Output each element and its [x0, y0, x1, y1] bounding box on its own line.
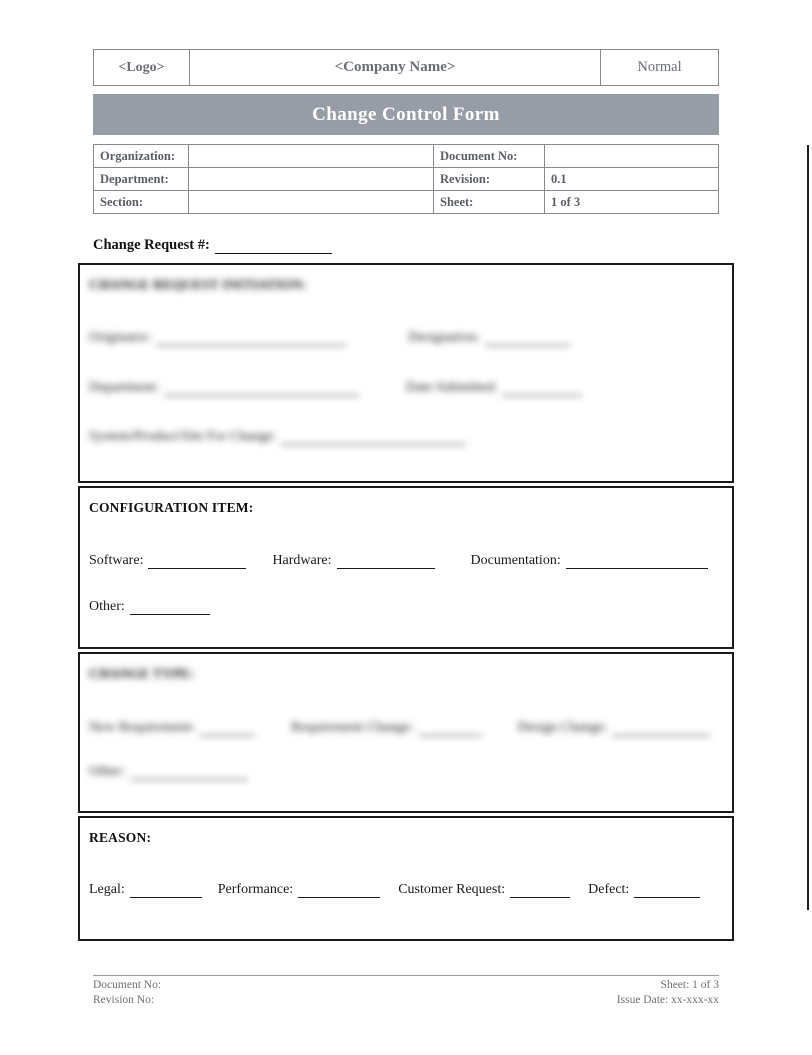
section-label: Section:	[94, 191, 189, 213]
blank-line	[156, 332, 346, 346]
footer-left	[93, 978, 161, 1008]
footer-issue-date: Issue Date: xx-xxx-xx	[616, 994, 719, 1006]
table-row	[94, 168, 718, 191]
form-title: Change Control Form	[312, 103, 500, 125]
field-row	[89, 429, 732, 445]
blank-line	[634, 884, 700, 898]
blank-line	[130, 766, 248, 780]
blank-line	[130, 601, 210, 615]
blank-line	[281, 431, 466, 445]
sheet-label: Sheet:	[434, 191, 545, 213]
blank-line	[130, 884, 202, 898]
footer-sheet: Sheet: 1 of 3	[660, 979, 719, 991]
performance-label: Performance:	[217, 882, 294, 897]
design-change-label: Design Change:	[517, 720, 608, 735]
department-label: Department:	[94, 168, 189, 190]
document-no-value	[545, 145, 718, 167]
department-field-label: Department:	[89, 380, 159, 395]
blank-line	[148, 555, 246, 569]
customer-request-label: Customer Request:	[398, 882, 506, 897]
date-submitted-label: Date Submitted:	[405, 380, 498, 395]
other-label: Other:	[89, 599, 125, 614]
section-change-request-initiation	[78, 263, 734, 483]
legal-label: Legal:	[89, 882, 125, 897]
hardware-label: Hardware:	[272, 553, 332, 568]
organization-value	[189, 145, 434, 167]
section-heading: CHANGE REQUEST INITIATION:	[89, 277, 307, 292]
defect-label: Defect:	[588, 882, 630, 897]
field-row	[89, 553, 732, 569]
blank-line	[200, 722, 255, 736]
other-label: Other:	[89, 764, 125, 779]
section-heading: CONFIGURATION ITEM:	[89, 500, 254, 515]
department-value	[189, 168, 434, 190]
sheet-value: 1 of 3	[551, 195, 581, 209]
change-request-label: Change Request #:	[93, 237, 210, 253]
revision-label: Revision:	[434, 168, 545, 190]
blank-line	[298, 884, 380, 898]
table-row	[94, 191, 718, 213]
page-edge-line	[807, 145, 809, 910]
field-row	[89, 380, 732, 396]
section-heading: CHANGE TYPE:	[89, 666, 195, 681]
blank-line	[485, 332, 570, 346]
blank-line	[566, 555, 708, 569]
header-table	[93, 49, 719, 86]
blank-line	[215, 239, 332, 254]
new-requirement-label: New Requirement:	[89, 720, 196, 735]
blurred-content	[89, 277, 732, 445]
blank-line	[510, 884, 570, 898]
designation-label: Designation:	[408, 330, 480, 345]
document-info-table	[93, 144, 719, 214]
system-product-site-label: System/Product/Site For Change:	[89, 429, 277, 444]
table-row	[94, 145, 718, 168]
originator-label: Originator:	[89, 330, 152, 345]
blurred-content	[89, 666, 732, 780]
blank-line	[612, 722, 710, 736]
blank-line	[337, 555, 435, 569]
blank-line	[164, 382, 359, 396]
field-row	[89, 720, 732, 736]
field-row	[89, 882, 732, 898]
revision-value: 0.1	[551, 172, 567, 186]
organization-label: Organization:	[94, 145, 189, 167]
form-title-bar	[93, 94, 719, 135]
footer-document-no: Document No:	[93, 979, 162, 991]
footer-revision-no: Revision No:	[93, 994, 155, 1006]
section-change-type	[78, 652, 734, 813]
section-configuration-item	[78, 486, 734, 649]
form-sections	[78, 263, 734, 941]
documentation-label: Documentation:	[470, 553, 561, 568]
section-heading: REASON:	[89, 830, 152, 845]
change-request-number	[93, 237, 332, 254]
footer-right	[617, 978, 719, 1008]
blank-line	[502, 382, 582, 396]
footer-divider	[93, 975, 719, 976]
classification-label: Normal	[637, 59, 682, 75]
field-row	[89, 330, 732, 346]
blank-line	[419, 722, 482, 736]
software-label: Software:	[89, 553, 144, 568]
document-no-label: Document No:	[434, 145, 545, 167]
company-name-placeholder: <Company Name>	[190, 50, 601, 85]
section-reason	[78, 816, 734, 941]
field-row	[89, 764, 732, 780]
logo-placeholder: <Logo>	[94, 50, 190, 85]
field-row	[89, 599, 732, 615]
requirement-change-label: Requirement Change:	[291, 720, 414, 735]
section-value	[189, 191, 434, 213]
